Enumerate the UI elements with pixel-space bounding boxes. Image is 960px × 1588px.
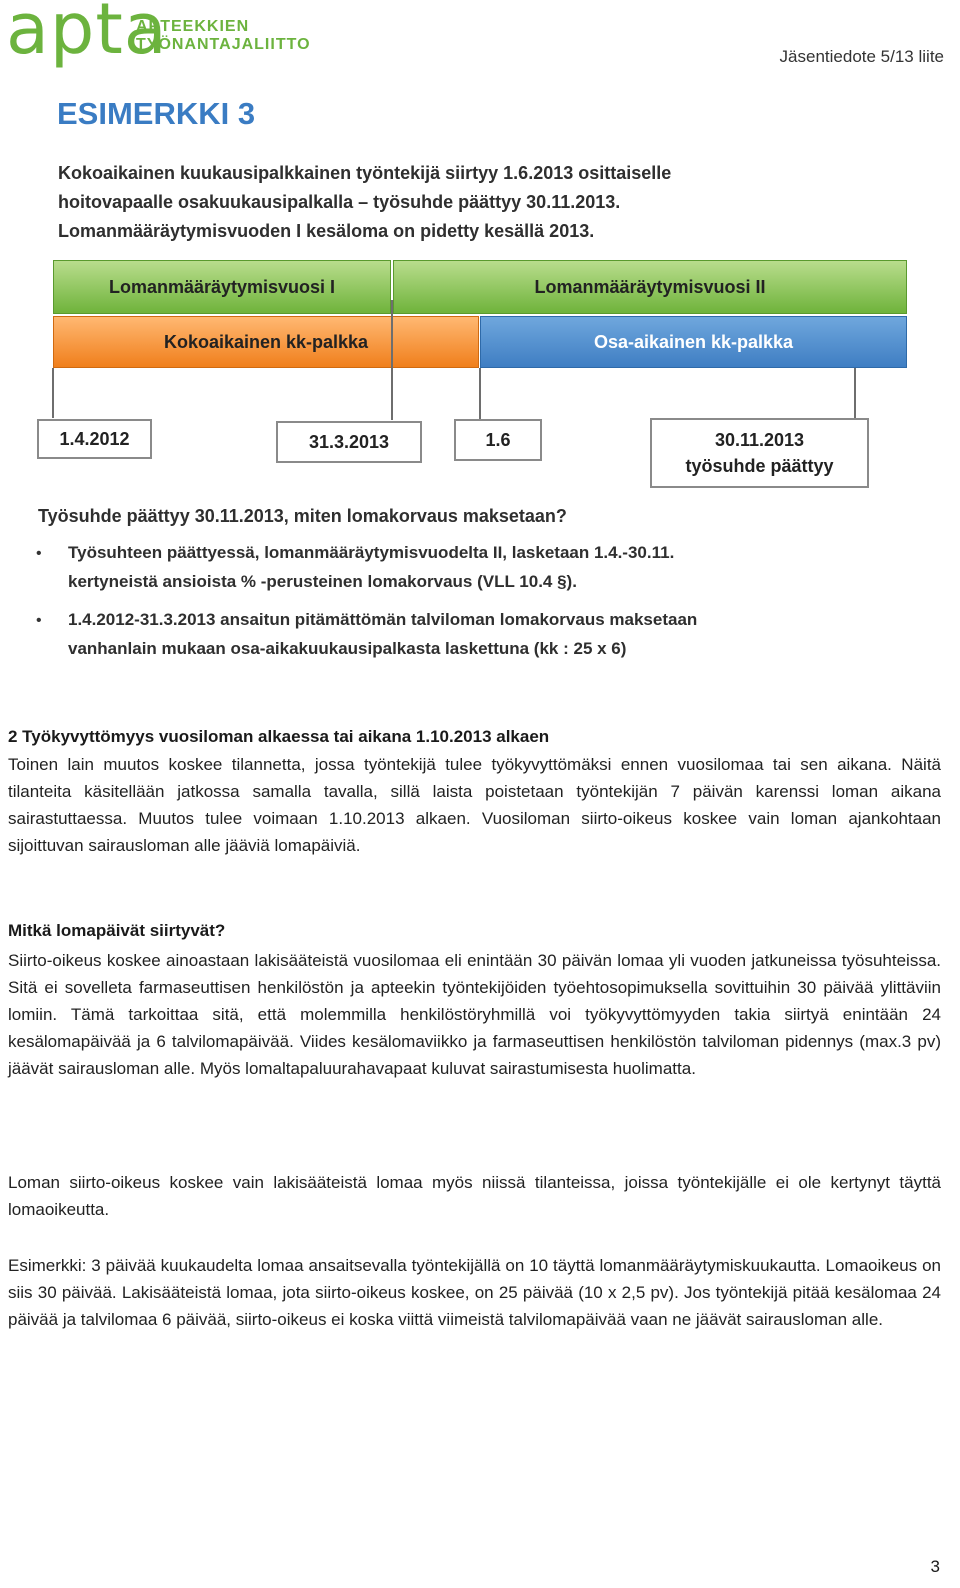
bullet-1-line-1: Työsuhteen päättyessä, lomanmääräytymisvuodelta II, lasketaan 1.4.-30.11. xyxy=(68,543,675,562)
date-start-label: 1.4.2012 xyxy=(59,429,130,449)
logo-wordmark: apta xyxy=(6,0,168,70)
date-box-leave-start xyxy=(454,419,542,461)
slide-intro-line-1: Kokoaikainen kuukausipalkkainen työntekijä siirtyy 1.6.2013 osittaiselle xyxy=(58,163,672,183)
bar-parttime-salary xyxy=(480,316,907,368)
page-number: 3 xyxy=(930,1557,940,1576)
date-leave-start-label: 1.6 xyxy=(485,430,511,450)
date-employment-end-note: työsuhde päättyy xyxy=(685,456,834,476)
bullet-1-line-2: kertyneistä ansioista % -perusteinen lomakorvaus (VLL 10.4 §). xyxy=(68,572,577,591)
paragraph-3 xyxy=(8,1169,941,1223)
timeline-tick-4 xyxy=(854,368,856,418)
timeline-tick-2 xyxy=(391,300,393,420)
bar-parttime-salary-label: Osa-aikainen kk-palkka xyxy=(593,331,794,352)
logo-line-1: APTEEKKIEN xyxy=(136,18,250,35)
subheading: Mitkä lomapäivät siirtyvät? xyxy=(8,921,226,940)
logo-line-2: TYÖNANTAJALIITTO xyxy=(136,36,311,53)
timeline-tick-3 xyxy=(479,368,481,420)
date-box-employment-end xyxy=(650,418,869,488)
bar-leave-year-1-label: Lomanmääräytymisvuosi I xyxy=(108,276,336,297)
bar-fulltime-salary xyxy=(53,316,479,368)
bullet-dot-1: • xyxy=(36,545,42,562)
section-heading: 2 Työkyvyttömyys vuosiloman alkaessa tai aikana 1.10.2013 alkaen xyxy=(8,727,550,746)
slide-intro-line-2: hoitovapaalle osakuukausipalkalla – työsuhde päättyy 30.11.2013. xyxy=(58,192,621,212)
paragraph-2-text: Siirto-oikeus koskee ainoastaan lakisääteistä vuosilomaa eli enintään 30 päivän lomaa yli vuoden jatkuneissa työsuhteissa. Sitä ei sovelleta farmaseuttisen henkilöstön ja apteekin työntekijöiden työehtosopimuksella sovittuihin 30 päivää ylittäviin lomiin. Tämä tarkoittaa sitä, että molemmilla henkilöstöryhmillä voi työkyvyttömyyden takia siirtyä enintään 24 kesälomapäivää ja 6 talvilomapäivää. Viides kesälomaviikko ja farmaseuttisen henkilöstön talviloman pidennys (max.3 pv) jäävät sairausloman alle. Myös lomaltapaluurahavapaat kuluvat sairastumisesta huolimatta. xyxy=(8,951,941,1078)
slide-title: ESIMERKKI 3 xyxy=(57,96,256,131)
date-year-end-label: 31.3.2013 xyxy=(308,432,390,452)
paragraph-4 xyxy=(8,1252,941,1333)
paragraph-1 xyxy=(8,751,941,859)
date-box-start xyxy=(37,419,152,459)
bar-leave-year-2 xyxy=(393,260,907,314)
slide-question: Työsuhde päättyy 30.11.2013, miten lomakorvaus maksetaan? xyxy=(38,506,567,526)
paragraph-2 xyxy=(8,947,941,1082)
date-employment-end-label: 30.11.2013 xyxy=(714,430,805,450)
timeline-tick-1 xyxy=(52,368,54,418)
bar-leave-year-1 xyxy=(53,260,391,314)
date-box-year-end xyxy=(276,421,422,463)
bullet-2-line-2: vanhanlain mukaan osa-aikakuukausipalkasta laskettuna (kk : 25 x 6) xyxy=(68,639,627,658)
bullet-dot-2: • xyxy=(36,612,42,629)
paragraph-4-text: Esimerkki: 3 päivää kuukaudelta lomaa ansaitsevalla työntekijällä on 10 täyttä lomanmääräytymiskuukautta. Lomaoikeus on siis 30 päivää. Lakisääteistä lomaa, jota siirto-oikeus koskee, on 25 päivää (10 x 2,5 pv). Jos työntekijä pitää kesälomaa 24 päivää ja talvilomaa 6 päivää, siirto-oikeus ei koska viittä viimeistä talvilomapäivää vaan ne jäävät sairausloman alle. xyxy=(8,1256,941,1329)
paragraph-1-text: Toinen lain muutos koskee tilannetta, jossa työntekijä tulee työkyvyttömäksi ennen vuosilomaa tai sen aikana. Näitä tilanteita käsitellään jatkossa samalla tavalla, sillä laista poistetaan työntekijän 7 päivän karenssi loman aikana sairastuttaessa. Muutos tulee voimaan 1.10.2013 alkaen. Vuosiloman siirto-oikeus koskee vain loman ajankohtaan sijoittuvan sairausloman alle jääviä lomapäiviä. xyxy=(8,755,941,855)
paragraph-3-text: Loman siirto-oikeus koskee vain lakisääteistä lomaa myös niissä tilanteissa, joissa työntekijälle ei ole kertynyt täyttä lomaoikeutta. xyxy=(8,1173,941,1219)
document-reference: Jäsentiedote 5/13 liite xyxy=(779,47,944,66)
bullet-2-line-1: 1.4.2012-31.3.2013 ansaitun pitämättömän talviloman lomakorvaus maksetaan xyxy=(68,610,698,629)
bar-leave-year-2-label: Lomanmääräytymisvuosi II xyxy=(534,276,766,297)
slide-intro-line-3: Lomanmääräytymisvuoden I kesäloma on pidetty kesällä 2013. xyxy=(58,221,595,241)
bar-fulltime-salary-label: Kokoaikainen kk-palkka xyxy=(163,331,369,352)
